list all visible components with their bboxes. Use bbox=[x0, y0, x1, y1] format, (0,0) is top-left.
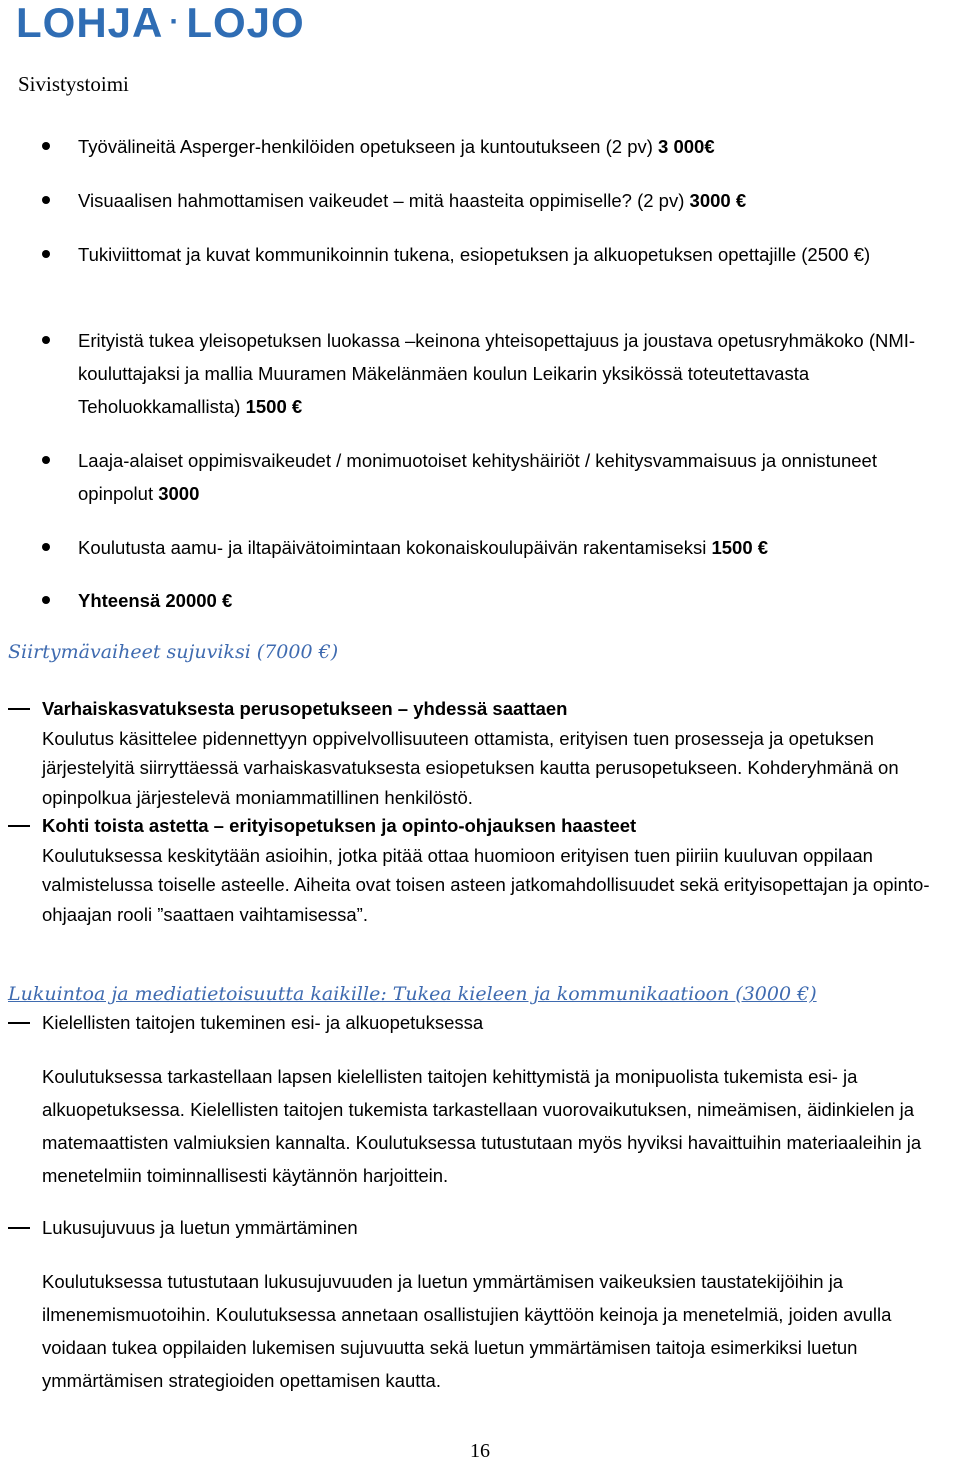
list-item bbox=[78, 444, 948, 510]
logo-left: LOHJA bbox=[16, 0, 164, 46]
item-body: Koulutuksessa keskitytään asioihin, jotka pitää ottaa huomioon erityisen tuen piiriin kuuluvan oppilaan valmistelussa toiselle asteelle. Aiheita ovat toisen asteen jatkomahdollisuudet sekä erityisopettajan ja opinto-ohjaajan rooli ”saattaen vaihtamisessa”. bbox=[42, 844, 930, 925]
bullet-icon bbox=[42, 196, 50, 204]
dash-icon bbox=[8, 825, 30, 827]
list-item bbox=[78, 531, 948, 564]
list-item bbox=[78, 130, 948, 163]
dash-icon bbox=[8, 708, 30, 710]
list-item-text: Visuaalisen hahmottamisen vaikeudet – mitä haasteita oppimiselle? (2 pv) bbox=[78, 190, 690, 211]
section1-item bbox=[42, 694, 954, 812]
section1-item bbox=[42, 811, 954, 929]
list-item-amount: 1500 € bbox=[711, 537, 769, 558]
department-label: Sivistystoimi bbox=[18, 72, 129, 96]
item-body: Koulutus käsittelee pidennettyyn oppivelvollisuuteen ottamista, erityisen tuen prosesseja ja opetuksen järjestelyitä siirryttäessä varhaiskasvatuksesta esiopetuksen kautta perusopetukseen. Kohderyhmänä on opinpolkua järjestelevä moniammatillinen henkilöstö. bbox=[42, 727, 899, 808]
list-item bbox=[78, 324, 948, 423]
section2-item-title bbox=[42, 1008, 954, 1038]
list-item-text: Työvälineitä Asperger-henkilöiden opetukseen ja kuntoutukseen (2 pv) bbox=[78, 136, 659, 157]
lohja-logo bbox=[16, 0, 305, 53]
list-item-amount: 3 000€ bbox=[658, 136, 715, 157]
list-item bbox=[78, 584, 948, 617]
logo-separator: · bbox=[169, 5, 181, 38]
item-body: Koulutuksessa tutustutaan lukusujuvuuden ja luetun ymmärtämisen vaikeuksien taustatekijöihin ja ilmenemismuotoihin. Koulutuksessa annetaan osallistujien käyttöön keinoja ja menetelmiä, joiden avulla voidaan tukea oppilaiden lukemisen sujuvuutta sekä luetun ymmärtämisen taitoja esimerkiksi luetun ymmärtämisen strategioiden opettamisen kautta. bbox=[42, 1271, 892, 1391]
list-item-text: Tukiviittomat ja kuvat kommunikoinnin tukena, esiopetuksen ja alkuopetuksen opettajille (2500 €) bbox=[78, 244, 871, 265]
bullet-icon bbox=[42, 336, 50, 344]
section-heading-reading: Lukuintoa ja mediatietoisuutta kaikille: Tukea kieleen ja kommunikaatioon (3000 €) bbox=[8, 983, 817, 1005]
bullet-icon bbox=[42, 596, 50, 604]
item-title: Varhaiskasvatuksesta perusopetukseen – yhdessä saattaen bbox=[42, 698, 568, 719]
logo-right: LOJO bbox=[186, 0, 305, 46]
item-title: Lukusujuvuus ja luetun ymmärtäminen bbox=[42, 1217, 358, 1238]
bullet-icon bbox=[42, 456, 50, 464]
list-item-text: Laaja-alaiset oppimisvaikeudet / monimuotoiset kehityshäiriöt / kehitysvammaisuus ja onnistuneet opinpolut bbox=[78, 450, 877, 504]
item-body: Koulutuksessa tarkastellaan lapsen kielellisten taitojen kehittymistä ja monipuolista tukemista esi- ja alkuopetuksessa. Kielellisten taitojen tukemista tarkastellaan vuorovaikutuksen, nimeämisen, äidinkielen ja matemaattisten valmiuksien kannalta. Koulutuksessa tutustutaan myös hyviksi havaittuihin materiaaleihin ja menetelmiin toiminnallisesti käytännön harjoittein. bbox=[42, 1066, 922, 1186]
section2-item-title bbox=[42, 1213, 954, 1243]
bullet-icon bbox=[42, 543, 50, 551]
list-item-amount: 1500 € bbox=[245, 396, 303, 417]
list-item-text: Erityistä tukea yleisopetuksen luokassa –keinona yhteisopettajuus ja joustava opetusryhmäkoko (NMI-kouluttajaksi ja mallia Muuramen Mäkelänmäen koulun Leikarin yksikössä toteutettavasta Teholuokkamallista) bbox=[78, 330, 916, 417]
dash-icon bbox=[8, 1227, 30, 1229]
section-heading-transitions: Siirtymävaiheet sujuviksi (7000 €) bbox=[8, 641, 339, 663]
list-item bbox=[78, 238, 948, 271]
list-item-amount: Yhteensä 20000 € bbox=[78, 590, 233, 611]
bullet-icon bbox=[42, 142, 50, 150]
dash-icon bbox=[8, 1022, 30, 1024]
item-title: Kohti toista astetta – erityisopetuksen ja opinto-ohjauksen haasteet bbox=[42, 815, 637, 836]
list-item-text: Koulutusta aamu- ja iltapäivätoimintaan kokonaiskoulupäivän rakentamiseksi bbox=[78, 537, 712, 558]
bullet-icon bbox=[42, 250, 50, 258]
list-item-amount: 3000 € bbox=[689, 190, 747, 211]
item-title: Kielellisten taitojen tukeminen esi- ja alkuopetuksessa bbox=[42, 1012, 484, 1033]
page-number: 16 bbox=[470, 1440, 490, 1462]
list-item-amount: 3000 bbox=[158, 483, 200, 504]
list-item bbox=[78, 184, 948, 217]
